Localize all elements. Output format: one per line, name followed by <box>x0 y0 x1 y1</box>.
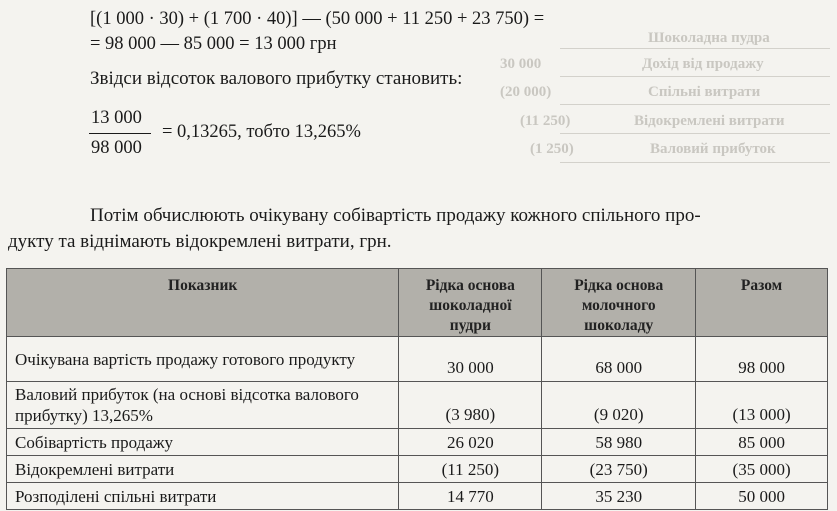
cell-chocolate-powder: (3 980) <box>399 382 542 429</box>
calc-line-1: [(1 000 · 30) + (1 700 · 40)] — (50 000 + 11 250 + 23 750) = <box>90 9 545 29</box>
table-row <box>7 337 828 382</box>
table-row <box>7 429 828 456</box>
fraction-denominator: 98 000 <box>91 138 142 158</box>
cell-milk-chocolate: 35 230 <box>542 483 696 510</box>
row-label: Собівартість продажу <box>7 429 399 456</box>
table-row <box>7 382 828 429</box>
header-indicator: Показник <box>7 269 399 337</box>
cell-total: 50 000 <box>696 483 828 510</box>
calc-line-2: = 98 000 — 85 000 = 13 000 грн <box>90 34 337 54</box>
cell-chocolate-powder: 14 770 <box>399 483 542 510</box>
row-label: Валовий прибуток (на основі відсотка валового прибутку) 13,265% <box>7 382 399 429</box>
cell-total: 98 000 <box>696 337 828 382</box>
fraction-bar <box>89 133 151 134</box>
cell-milk-chocolate: (9 020) <box>542 382 696 429</box>
cell-chocolate-powder: 30 000 <box>399 337 542 382</box>
cell-total: (13 000) <box>696 382 828 429</box>
cell-milk-chocolate: (23 750) <box>542 456 696 483</box>
paragraph-line-2: дукту та віднімають відокремлені витрати, грн. <box>8 231 392 252</box>
header-chocolate-powder: Рідка основа шоколадної пудри <box>399 269 542 337</box>
calc-intro: Звідси відсоток валового прибутку становить: <box>90 68 463 89</box>
header-milk-chocolate: Рідка основа молочного шоколаду <box>542 269 696 337</box>
table-row <box>7 483 828 510</box>
cost-allocation-table <box>6 268 828 510</box>
cell-chocolate-powder: 26 020 <box>399 429 542 456</box>
fraction-result: = 0,13265, тобто 13,265% <box>162 122 361 142</box>
fraction-numerator: 13 000 <box>91 108 142 128</box>
table-row <box>7 456 828 483</box>
paragraph-line-1: Потім обчислюють очікувану собівартість продажу кожного спільного про- <box>90 205 701 226</box>
cell-milk-chocolate: 68 000 <box>542 337 696 382</box>
cell-chocolate-powder: (11 250) <box>399 456 542 483</box>
cell-total: (35 000) <box>696 456 828 483</box>
header-total: Разом <box>696 269 828 337</box>
cell-milk-chocolate: 58 980 <box>542 429 696 456</box>
row-label: Очікувана вартість продажу готового продукту <box>7 337 399 382</box>
row-label: Відокремлені витрати <box>7 456 399 483</box>
row-label: Розподілені спільні витрати <box>7 483 399 510</box>
cell-total: 85 000 <box>696 429 828 456</box>
